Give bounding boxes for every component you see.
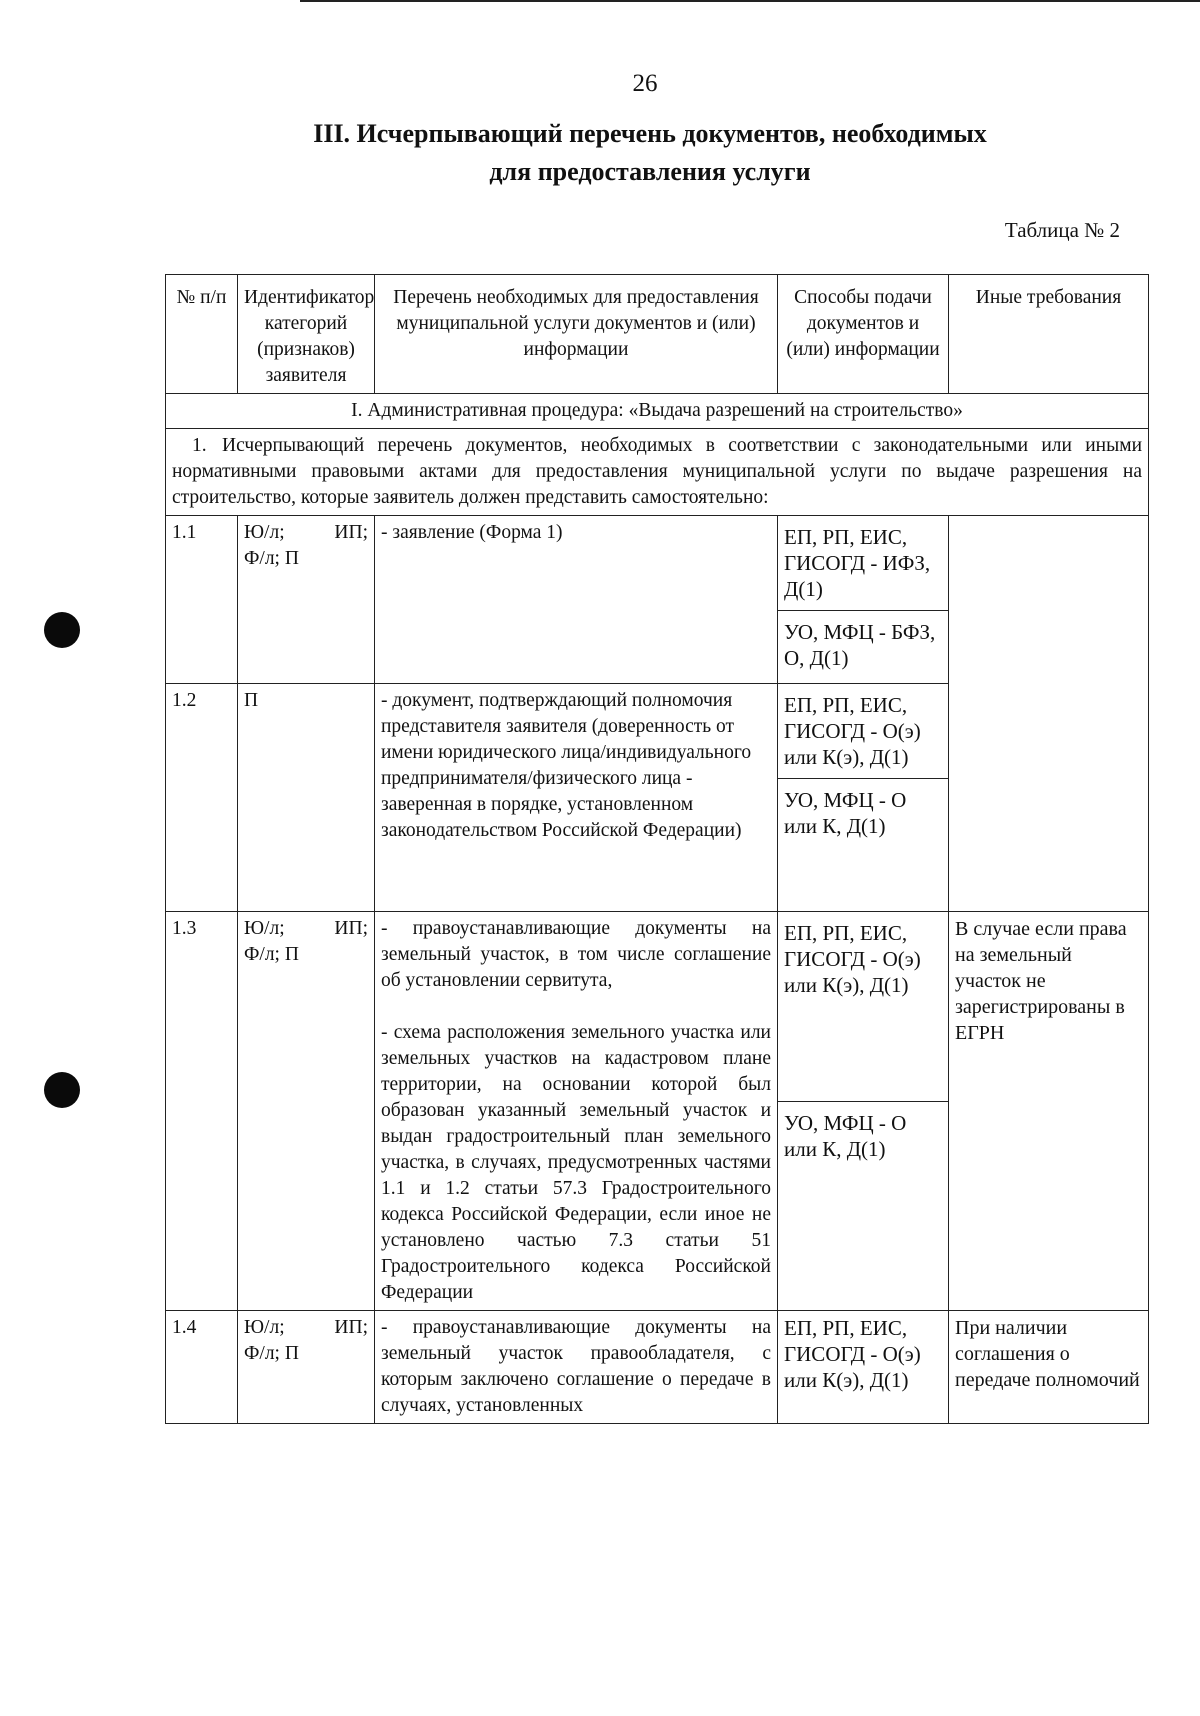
submission-methods [778,1311,949,1424]
row-number: 1.3 [166,912,238,1311]
document-part-scheme: - схема расположения земельного участка или земельных участков на кадастровом плане территории, на основании которой был образован указанный земельный участок и выдан градостроительный план земельного участка, в случаях, предусмотренных частями 1.1 и 1.2 статьи 57.3 Градостроительного кодекса Российской Федерации, если иное не установлено частью 7.3 статьи 51 Градостроительного кодекса Российской Федерации [381,1022,771,1303]
document-part-rights: - правоустанавливающие документы на земельный участок, в том числе соглашение об установлении сервитута, [381,918,771,991]
submission-methods [778,516,949,684]
header-other: Иные требования [949,275,1149,394]
applicant-category: Ю/л; ИП; Ф/л; П [238,912,375,1311]
applicant-category: Ю/л; ИП; Ф/л; П [238,1311,375,1424]
document-description: - правоустанавливающие документы на земельный участок правообладателя, с которым заключено соглашение о передаче в случаях, установленных [375,1311,778,1424]
header-methods: Способы подачи документов и (или) информации [778,275,949,394]
intro-text: Исчерпывающий перечень документов, необходимых в соответствии с законодательными или иными нормативными правовыми актами для предоставления муниципальной услуги по выдаче разрешения на строительство, которые заявитель должен представить самостоятельно: [172,435,1142,508]
header-documents: Перечень необходимых для предоставления муниципальной услуги документов и (или) информации [375,275,778,394]
documents-table [165,274,1149,1424]
method-in-person: УО, МФЦ - О или К, Д(1) [784,1111,907,1161]
table-row [166,1311,1149,1424]
header-num: № п/п [166,275,238,394]
title-line-2: для предоставления услуги [489,157,811,186]
section-row [166,394,1149,429]
page-number: 26 [632,70,658,97]
other-requirements: При наличии соглашения о передаче полномочий [949,1311,1149,1424]
intro-number: 1. [192,435,207,456]
punch-hole-bottom [44,1072,80,1108]
row-number: 1.1 [166,516,238,684]
submission-methods [778,684,949,912]
other-requirements: В случае если права на земельный участок не зарегистрированы в ЕГРН [949,912,1149,1311]
document-title [150,115,1150,191]
applicant-category: Ю/л; ИП; Ф/л; П [238,516,375,684]
section-title: I. Административная процедура: «Выдача разрешений на строительство» [166,394,1149,429]
method-in-person: УО, МФЦ - БФЗ, О, Д(1) [784,620,936,670]
table-row [166,912,1149,1311]
table-caption: Таблица № 2 [1004,218,1120,242]
title-line-1: III. Исчерпывающий перечень документов, необходимых [313,119,987,148]
table-row [166,516,1149,684]
header-category: Идентификатор категорий (признаков) заявителя [238,275,375,394]
intro-row [166,429,1149,516]
submission-methods [778,912,949,1311]
method-electronic: ЕП, РП, ЕИС, ГИСОГД - О(э) или К(э), Д(1) [778,684,948,779]
row-number: 1.2 [166,684,238,912]
applicant-category: П [238,684,375,912]
method-in-person: УО, МФЦ - О или К, Д(1) [784,788,907,838]
method-electronic: ЕП, РП, ЕИС, ГИСОГД - О(э) или К(э), Д(1) [778,912,948,1102]
scan-top-edge-line [300,0,1200,2]
method-electronic: ЕП, РП, ЕИС, ГИСОГД - О(э) или К(э), Д(1) [784,1316,921,1392]
punch-hole-top [44,612,80,648]
row-number: 1.4 [166,1311,238,1424]
intro-cell [166,429,1149,516]
table-header-row [166,275,1149,394]
other-requirements [949,516,1149,912]
document-description [375,912,778,1311]
document-description: - документ, подтверждающий полномочия представителя заявителя (доверенность от имени юридического лица/индивидуального предпринимателя/физического лица - заверенная в порядке, установленном законодательством Российской Федерации) [375,684,778,912]
method-electronic: ЕП, РП, ЕИС, ГИСОГД - ИФЗ, Д(1) [778,516,948,611]
document-description: - заявление (Форма 1) [375,516,778,684]
